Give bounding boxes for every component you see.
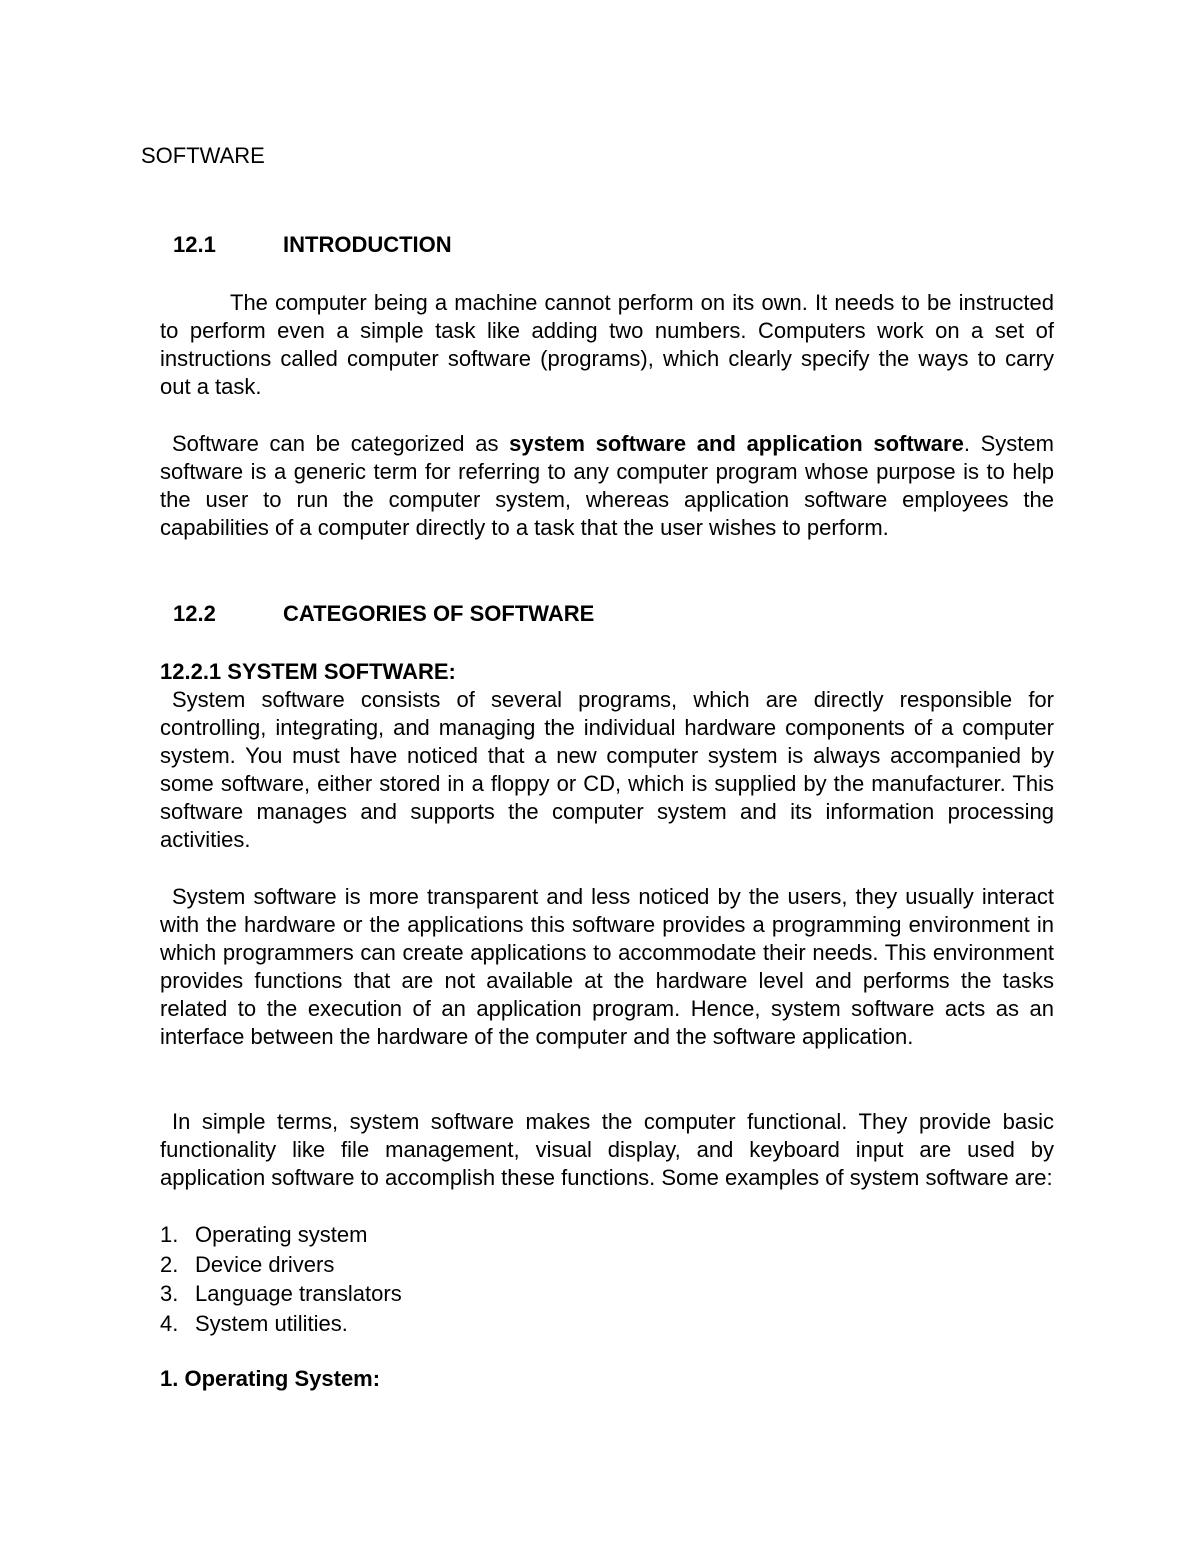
list-item-number: 3. <box>160 1281 179 1306</box>
list-item-number: 4. <box>160 1310 179 1336</box>
list-item-number: 1. <box>160 1222 179 1247</box>
section-heading-categories <box>173 600 594 628</box>
categories-bold-text: system software and application software <box>509 431 964 456</box>
section-title: INTRODUCTION <box>283 232 452 257</box>
system-software-paragraph-3: In simple terms, system software makes the computer functional. They provide basic functionality like file management, visual display, and keyboard input are used by application software to accomplish these functions. Some examples of system software are: <box>160 1109 1054 1190</box>
intro-paragraph: The computer being a machine cannot perform on its own. It needs to be instructed to perform even a simple task like adding two numbers. Computers work on a set of instructions called computer software (programs), which clearly specify the ways to carry out a task. <box>160 290 1054 399</box>
list-item <box>160 1250 402 1280</box>
system-software-paragraph-1: System software consists of several programs, which are directly responsible for controlling, integrating, and managing the individual hardware components of a computer system. You must have noticed that a new computer system is always accompanied by some software, either stored in a floppy or CD, which is supplied by the manufacturer. This software manages and supports the computer system and its information processing activities. <box>160 687 1054 852</box>
list-item-text: Language translators <box>195 1281 402 1306</box>
system-software-examples-list <box>160 1220 402 1338</box>
list-item <box>160 1279 402 1309</box>
list-item <box>160 1309 402 1339</box>
categories-paragraph <box>160 430 1054 542</box>
list-item-text: Device drivers <box>195 1251 335 1277</box>
list-item <box>160 1220 402 1250</box>
section-number: 12.2 <box>173 601 216 626</box>
system-software-paragraph-2: System software is more transparent and less noticed by the users, they usually interact with the hardware or the applications this software provides a programming environment in which programmers can create applications to accommodate their needs. This environment provides functions that are not available at the hardware level and performs the tasks related to the execution of an application program. Hence, system software acts as an interface between the hardware of the computer and the software application. <box>160 884 1054 1049</box>
list-item-text: System utilities. <box>195 1310 348 1336</box>
list-item-number: 2. <box>160 1251 179 1277</box>
section-heading-introduction <box>173 231 452 259</box>
subsection-heading-system-software: 12.2.1 SYSTEM SOFTWARE: <box>160 659 456 684</box>
operating-system-heading: 1. Operating System: <box>160 1366 381 1391</box>
categories-lead-text: Software can be categorized as <box>172 431 510 456</box>
categories-rest-text: . System software is a generic term for referring to any computer program whose purpose is to help the user to run the computer system, whereas application software employees the capabilities of a computer directly to a task that the user wishes to perform. <box>160 431 1054 540</box>
document-title: SOFTWARE <box>141 143 265 168</box>
list-item-text: Operating system <box>195 1222 368 1247</box>
section-number: 12.1 <box>173 232 216 257</box>
section-title: CATEGORIES OF SOFTWARE <box>283 601 595 626</box>
